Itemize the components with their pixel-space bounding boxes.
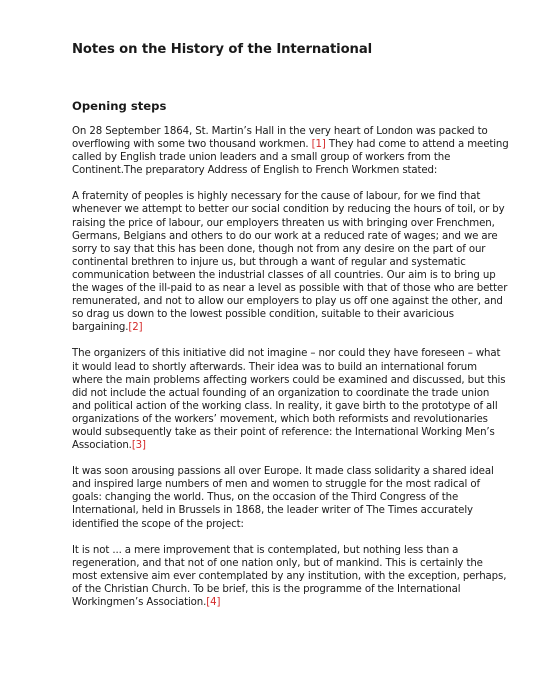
document-title: Notes on the History of the International [72,42,373,57]
paragraph-text: On 28 September 1864, St. Martin’s Hall in the very heart of London was packed to overflowing with some two thousand workmen. [72,126,488,151]
quote-paragraph-2 [72,544,509,609]
paragraph-4 [72,465,509,530]
footnote-link-2[interactable]: [2] [128,322,143,334]
footnote-link-4[interactable]: [4] [206,597,221,608]
paragraph-text: The organizers of this initiative did not imagine – nor could they have foreseen – what it would lead to shortly afterwards. Their idea was to build an international forum where the main problems affecting workers could be examined and discussed, but this did not include the actual founding of an organization to coordinate the trade union and political action of the working class. In reality, it gave birth to the prototype of all organizations of the workers’ movement, which both reformists and revolutionaries would subsequently take as their point of reference: the International Working Men’s Association. [72,348,506,452]
paragraph-text-continued: They had come to attend a meeting called by English trade union leaders and a small group of workers from the Continent.The preparatory Address of English to French Workmen stated: [72,139,509,177]
paragraph-3 [72,347,509,452]
paragraph-text: It is not ... a mere improvement that is contemplated, but nothing less than a regeneration, and that not of one nation only, but of mankind. This is certainly the most extensive aim ever contemplated by any institution, with the exception, perhaps, of the Christian Church. To be brief, this is the programme of the International Workingmen’s Association. [72,544,507,608]
quote-paragraph-1 [72,190,509,334]
paragraph-text: It was soon arousing passions all over Europe. It made class solidarity a shared ideal and inspired large numbers of men and women to struggle for the most radical of goals: changing the world. Thus, on the occasion of the Third Congress of the International, held in Brussels in 1868, the leader writer of The Times accurately identified the scope of the project: [72,466,494,530]
section-heading: Opening steps [72,99,167,113]
paragraph-text: A fraternity of peoples is highly necessary for the cause of labour, for we find that whenever we attempt to better our social condition by reducing the hours of toil, or by raising the price of labour, our employers threaten us with bringing over Frenchmen, Germans, Belgians and others to do our work at a reduced rate of wages; and we are sorry to say that this has been done, though not from any desire on the part of our continental brethren to injure us, but through a want of regular and systematic communication between the industrial classes of all countries. Our aim is to bring up the wages of the ill-paid to as near a level as possible with that of those who are better remunerated, and not to allow our employers to play us off one against the other, and so drag us down to the lowest possible condition, suitable to their avaricious bargaining. [72,191,508,334]
footnote-link-1[interactable]: [1] [311,139,326,151]
paragraph-1 [72,125,509,177]
footnote-link-3[interactable]: [3] [131,440,146,452]
